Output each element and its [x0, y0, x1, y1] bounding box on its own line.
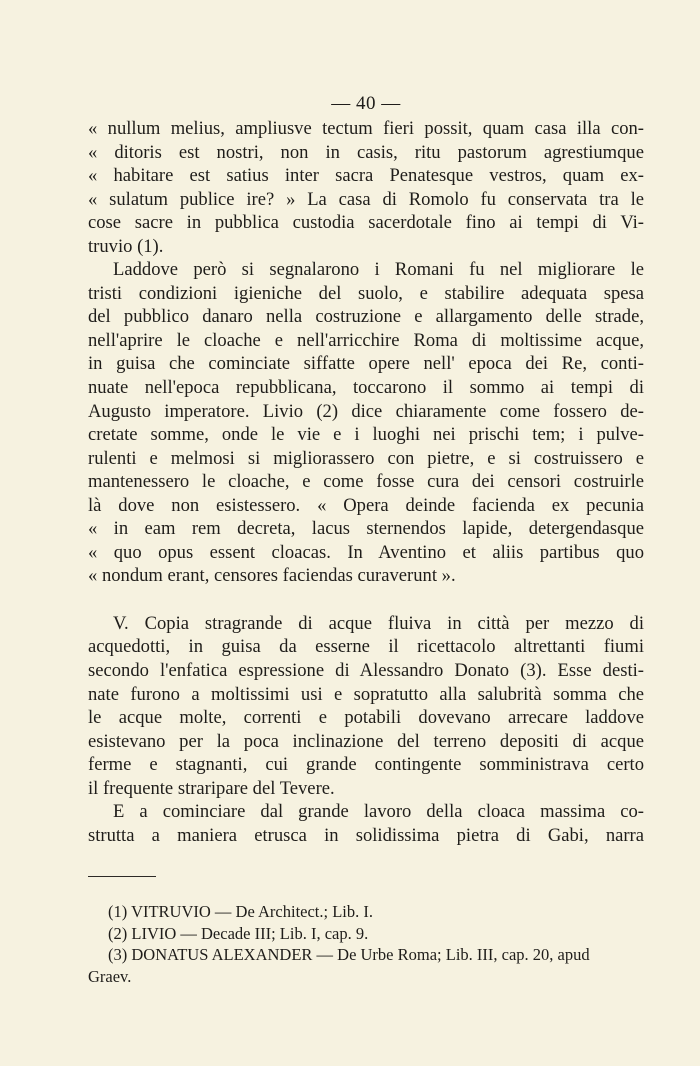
footnote-1: (1) VITRUVIO — De Architect.; Lib. I.: [108, 902, 374, 922]
page-number-text: — 40 —: [331, 93, 401, 114]
text-line: E a cominciare dal grande lavoro della cloaca massima co-: [113, 801, 644, 823]
text-line: tristi condizioni igieniche del suolo, e stabilire adequata spesa: [88, 282, 644, 304]
paragraph-1: [88, 117, 644, 258]
paragraph-3: [88, 612, 644, 800]
text-line: Augusto imperatore. Livio (2) dice chiaramente come fossero de-: [88, 400, 644, 422]
text-line: ferme e stagnanti, cui grande contingente somministrava certo: [88, 754, 644, 776]
footnote-3-continuation: Graev.: [88, 966, 132, 986]
text-line: esistevano per la poca inclinazione del terreno depositi di acque: [88, 730, 644, 752]
text-line: nate furono a moltissimi usi e sopratutto alla salubrità somma che: [88, 683, 644, 705]
text-line: nuate nell'epoca repubblicana, toccarono il sommo ai tempi di: [88, 377, 644, 399]
text-line: secondo l'enfatica espressione di Alessandro Donato (3). Esse desti-: [88, 660, 644, 682]
text-line: « nondum erant, censores faciendas curaverunt ».: [88, 565, 456, 587]
text-line: le acque molte, correnti e potabili dovevano arrecare laddove: [88, 707, 644, 729]
text-line: « sulatum publice ire? » La casa di Romolo fu conservata tra le: [88, 188, 644, 210]
text-line: in guisa che cominciate siffatte opere nell' epoca dei Re, conti-: [88, 353, 644, 375]
text-line: « nullum melius, ampliusve tectum fieri possit, quam casa illa con-: [88, 118, 644, 139]
text-line: rulenti e melmosi si migliorassero con pietre, e si costruissero e: [88, 447, 644, 469]
paragraph-gap: [88, 588, 644, 612]
text-line: strutta a maniera etrusca in solidissima pietra di Gabi, narra: [88, 824, 644, 846]
paragraph-4: [88, 800, 644, 847]
paragraph-2: [88, 258, 644, 588]
text-line: « in eam rem decreta, lacus sternendos lapide, detergendasque: [88, 518, 644, 540]
page-number: [88, 92, 644, 116]
text-line: il frequente straripare del Tevere.: [88, 777, 335, 799]
text-line: « quo opus essent cloacas. In Aventino et aliis partibus quo: [88, 541, 644, 563]
text-line: cretate somme, onde le vie e i luoghi nei prischi tem; i pulve-: [88, 424, 644, 446]
footnote-divider: [88, 876, 156, 877]
text-line: nell'aprire le cloache e nell'arricchire Roma di moltissime acque,: [88, 329, 644, 351]
text-line: V. Copia stragrande di acque fluiva in città per mezzo di: [113, 612, 644, 634]
text-line: del pubblico danaro nella costruzione e allargamento delle strade,: [88, 306, 644, 328]
footnote-3: (3) DONATUS ALEXANDER — De Urbe Roma; Lib. III, cap. 20, apud: [108, 945, 590, 965]
footnote-2: (2) LIVIO — Decade III; Lib. I, cap. 9.: [108, 923, 369, 943]
text-line: mantenessero le cloache, e come fosse cura dei censori costruirle: [88, 471, 644, 493]
text-line: « habitare est satius inter sacra Penatesque vestros, quam ex-: [88, 165, 644, 187]
text-line: Laddove però si segnalarono i Romani fu nel migliorare le: [113, 259, 644, 281]
document-page: [88, 92, 644, 987]
text-line: « ditoris est nostri, non in casis, ritu pastorum agrestiumque: [88, 141, 644, 163]
text-line: cose sacre in pubblica custodia sacerdotale fino ai tempi di Vi-: [88, 212, 644, 234]
footnotes: [88, 901, 644, 987]
text-line: truvio (1).: [88, 235, 164, 257]
text-line: là dove non esistessero. « Opera deinde facienda ex pecunia: [88, 494, 644, 516]
text-line: acquedotti, in guisa da esserne il ricettacolo altrettanti fiumi: [88, 636, 644, 658]
